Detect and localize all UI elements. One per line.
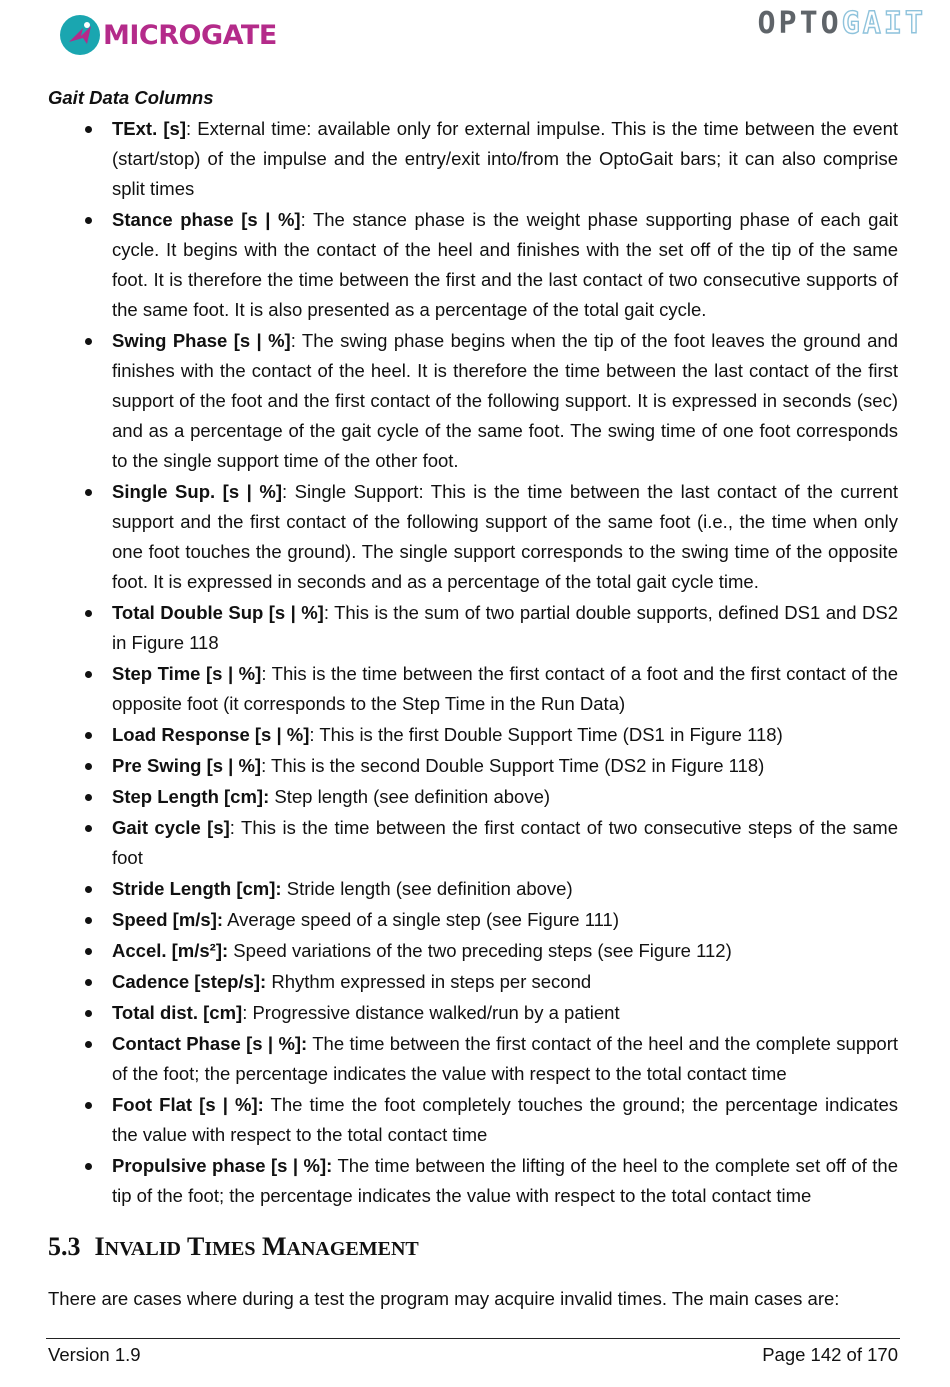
optogait-wordmark-gait: GAIT [841, 6, 926, 41]
bullet-icon [85, 794, 92, 801]
page-header [0, 0, 950, 80]
bullet-icon [85, 1102, 92, 1109]
item-description: : Single Support: This is the time between the last contact of the current support and the first contact of the following support of the same foot (i.e., the time when only one foot touches the ground). The single support corresponds to the swing time of the opposite foot. It is expressed in seconds and as a percentage of the total gait cycle time. [112, 481, 898, 592]
list-item [48, 659, 898, 719]
bullet-icon [85, 948, 92, 955]
list-item [48, 205, 898, 325]
item-term: Cadence [step/s]: [112, 971, 267, 992]
item-description: : This is the second Double Support Time (DS2 in Figure 118) [261, 755, 765, 776]
item-term: Propulsive phase [s | %]: [112, 1155, 333, 1176]
bullet-icon [85, 979, 92, 986]
list-item [48, 782, 898, 812]
bullet-icon [85, 1041, 92, 1048]
item-description: : The stance phase is the weight phase supporting phase of each gait cycle. It begins with the contact of the heel and finishes with the set off of the tip of the same foot. It is therefore the time between the first and the last contact of two consecutive supports of the same foot. It is also presented as a percentage of the total gait cycle. [112, 209, 898, 320]
list-item [48, 1029, 898, 1089]
list-item [48, 720, 898, 750]
item-term: Stance phase [s | %] [112, 209, 301, 230]
bullet-icon [85, 671, 92, 678]
bullet-icon [85, 917, 92, 924]
main-content [48, 82, 898, 1212]
microgate-runner-icon [59, 14, 101, 56]
bullet-icon [85, 489, 92, 496]
item-term: Accel. [m/s²]: [112, 940, 229, 961]
item-term: Swing Phase [s | %] [112, 330, 291, 351]
bullet-icon [85, 825, 92, 832]
list-item [48, 936, 898, 966]
bullet-icon [85, 1163, 92, 1170]
item-description: Rhythm expressed in steps per second [266, 971, 592, 992]
item-description: The time between the lifting of the heel to the complete set off of the tip of the foot; the percentage indicates the value with respect to the total contact time [112, 1155, 898, 1206]
item-term: Pre Swing [s | %] [112, 755, 262, 776]
list-item [48, 998, 898, 1028]
intro-paragraph: There are cases where during a test the program may acquire invalid times. The main cases are: [48, 1288, 840, 1309]
bullet-icon [85, 217, 92, 224]
item-term: Step Length [cm]: [112, 786, 270, 807]
item-description: : External time: available only for external impulse. This is the time between the event (start/stop) of the impulse and the entry/exit into/from the OptoGait bars; it can also comprise split times [112, 118, 899, 199]
item-description: : Progressive distance walked/run by a patient [242, 1002, 620, 1023]
bullet-icon [85, 886, 92, 893]
list-item [48, 905, 898, 935]
footer-version: Version 1.9 [48, 1344, 141, 1365]
item-description: : This is the time between the first contact of a foot and the first contact of the opposite foot (it corresponds to the Step Time in the Run Data) [112, 663, 898, 714]
list-item [48, 477, 898, 597]
item-description: : This is the first Double Support Time (DS1 in Figure 118) [309, 724, 783, 745]
item-term: Total Double Sup [s | %] [112, 602, 324, 623]
section-number: 5.3 [48, 1232, 81, 1261]
gait-data-column-list [48, 114, 898, 1211]
list-item [48, 326, 898, 476]
bullet-icon [85, 763, 92, 770]
item-description: Speed variations of the two preceding steps (see Figure 112) [228, 940, 732, 961]
list-item [48, 1090, 898, 1150]
bullet-icon [85, 338, 92, 345]
section-label: Gait Data Columns [48, 87, 214, 108]
section-heading [48, 1232, 419, 1262]
list-item [48, 874, 898, 904]
list-item [48, 114, 898, 204]
item-term: Foot Flat [s | %]: [112, 1094, 264, 1115]
section-title: INVALID TIMES MANAGEMENT [94, 1232, 419, 1261]
item-description: : This is the time between the first contact of two consecutive steps of the same foot [112, 817, 898, 868]
item-description: The time the foot completely touches the ground; the percentage indicates the value with respect to the total contact time [112, 1094, 898, 1145]
footer-page-number: Page 142 of 170 [762, 1344, 898, 1365]
list-item [48, 813, 898, 873]
item-term: Single Sup. [s | %] [112, 481, 282, 502]
bullet-icon [85, 610, 92, 617]
item-description: The time between the first contact of the heel and the complete support of the foot; the percentage indicates the value with respect to the total contact time [112, 1033, 898, 1084]
item-term: Gait cycle [s] [112, 817, 230, 838]
item-term: Total dist. [cm] [112, 1002, 243, 1023]
bullet-icon [85, 1010, 92, 1017]
item-description: Average speed of a single step (see Figure 111) [223, 909, 619, 930]
list-item [48, 751, 898, 781]
item-term: TExt. [s] [112, 118, 186, 139]
list-item [48, 598, 898, 658]
item-term: Step Time [s | %] [112, 663, 262, 684]
microgate-wordmark: MICROGATE [103, 19, 277, 51]
list-item [48, 967, 898, 997]
item-description: Stride length (see definition above) [281, 878, 573, 899]
item-term: Speed [m/s]: [112, 909, 224, 930]
item-description: Step length (see definition above) [269, 786, 551, 807]
item-description: : The swing phase begins when the tip of the foot leaves the ground and finishes with the contact of the heel. It is therefore the time between the last contact of the first support of the foot and the first contact of the following support. It is expressed in seconds (sec) and as a percentage of the gait cycle of the same foot. The swing time of one foot corresponds to the single support time of the other foot. [112, 330, 899, 471]
item-term: Stride Length [cm]: [112, 878, 282, 899]
footer-divider [46, 1338, 900, 1339]
item-term: Load Response [s | %] [112, 724, 310, 745]
item-term: Contact Phase [s | %]: [112, 1033, 308, 1054]
bullet-icon [85, 732, 92, 739]
optogait-logo [758, 6, 927, 41]
optogait-wordmark-opto: OPTO [757, 6, 842, 41]
list-item [48, 1151, 898, 1211]
item-description: : This is the sum of two partial double supports, defined DS1 and DS2 in Figure 118 [112, 602, 898, 653]
bullet-icon [85, 126, 92, 133]
microgate-logo [59, 12, 277, 58]
